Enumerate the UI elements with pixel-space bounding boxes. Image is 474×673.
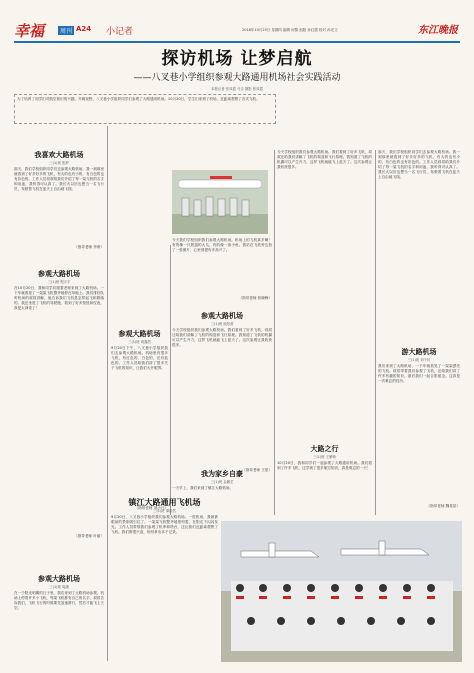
article-body: 那天，我们学校组织同学们去参观大路机场。我一到那里就看到了好多好多的飞机，有大的也有小的，有白色的也有彩色的。工作人员叔叔给我们介绍了每一架飞机的名字和用途，我听得可认真了。我长大以后也想当一名飞行员，驾驶着飞机在蓝天上自由地飞翔。 — [14, 167, 104, 191]
column-rule-1 — [107, 126, 108, 661]
article-6-continued: 今天学校组织我们参观大路机场。我们看到了好多飞机，叔叔还给我们讲解了飞机的构造和飞行原理。我知道了飞机的机翼可以产生升力，这样飞机就能飞上蓝天了。这次参观让我收获很多。 — [277, 150, 372, 169]
article-author: 三(1)班 谭泰然 — [153, 509, 176, 513]
article-teacher: （指导老师 魏星星） — [426, 504, 460, 508]
article-body: 在10月20日，我和同学们跟着老师来到了大路机场。一下车就看见了一架架飞机整齐地停在草地上。我们排好队听机场的叔叔讲解，他告诉我们飞机是怎样起飞和降落的。我还坐进了飞机的驾驶舱，看到了好多按钮和仪表，真是太神奇了！ — [14, 286, 104, 310]
article-title: 参观大路机场 — [118, 330, 161, 338]
group-photo — [221, 521, 462, 662]
column-rule-3 — [274, 150, 275, 515]
children-airplane-photo — [172, 170, 268, 234]
bottom-photo — [221, 521, 462, 662]
article-title: 我喜欢大路机场 — [34, 151, 84, 159]
article-author: 三(1)班 刘子轩 — [407, 358, 431, 362]
article-2 — [14, 270, 104, 539]
byline: 本报记者 张凤霞 马吉 摄影 张凤霞 — [211, 87, 263, 91]
article-body: 今天学校组织我们参观大路机场。我们看到了好多飞机，叔叔还给我们讲解了飞机的构造和飞行原理。我知道了飞机的机翼可以产生升力，这样飞机就能飞上蓝天了。这次参观让我收获很多。 — [172, 328, 272, 347]
article-body: 10月20日，我和同学们一起参观了大路通用机场。我们看到了许多飞机，还学到了很多航空知识，真是难忘的一天！ — [277, 461, 372, 470]
brand-logo: 东江晚报 — [418, 25, 458, 36]
article-teacher: （指导老师 李涛） — [74, 245, 104, 249]
article-body: 在一个阳光明媚的日子里，我们来到了大路机场参观。机场上停着许多小飞机，每架飞机都有自己的名字。叔叔告诉我们，飞机飞行的时候要先加速滑行，然后才能飞上天空。 — [14, 591, 104, 610]
article-teacher: （指导老师 叶丽） — [74, 534, 104, 538]
article-9 — [277, 445, 372, 519]
article-author: 三(1)班 金鹏艺 — [210, 480, 234, 484]
article-title: 大路之行 — [310, 445, 339, 453]
article-body: 一天早上，我们来到了镇江大路机场。 — [172, 486, 234, 490]
article-1 — [14, 151, 104, 250]
article-teacher: （指导老师 刘小凡） — [134, 506, 168, 510]
article-teacher: （指导老师 张晓梅） — [238, 296, 272, 300]
article-body: 今天我们学校组织我们参观大路机场。机场上的飞机真多啊！有的像一只展翅的大鸟，有的像一条小鱼。我站在飞机旁边拍了一张照片，心里别提有多高兴了。 — [172, 238, 272, 252]
masthead — [14, 14, 460, 44]
article-title: 参观大路机场 — [201, 312, 243, 320]
students — [231, 581, 453, 651]
date-line: 2018年10月25日 星期四 编辑 何黎 组版 孙红霞 校对 孙光文 — [242, 28, 338, 32]
article-author: 三(1)班 王紫萌 — [313, 455, 336, 459]
page-number: A24 — [76, 25, 92, 33]
column-rule-2 — [170, 245, 171, 515]
article-4 — [111, 330, 168, 511]
article-author: 三(1)班 程天宇 — [47, 280, 71, 284]
top-photo — [172, 170, 268, 234]
masthead-rule — [14, 41, 460, 43]
article-3 — [14, 575, 104, 659]
article-1-continued: 那天，我们学校组织同学们去参观大路机场。我一到那里就看到了好多好多的飞机，有大的也有小的，有白色的也有彩色的。工作人员叔叔给我们介绍了每一架飞机的名字和用途，我听得可认真了。我长大以后也想当一名飞行员，驾驶着飞机在蓝天上自由地飞翔。 — [378, 150, 460, 179]
article-6 — [172, 312, 272, 473]
article-title: 游大路机场 — [401, 348, 437, 356]
article-body: 9月20日下午，八叉巷小学组织我们去参观大路机场。机场里有很多飞机，有红色的、白色的，还有蓝色的。工作人员给我们讲了很多关于飞机的知识，让我们大开眼界。 — [111, 346, 168, 370]
section-tag: 周刊 — [60, 28, 73, 35]
article-title: 参观大路机场 — [38, 575, 80, 583]
article-body: 9月20日，八叉巷小学组织我们参观大路机场。一进机场，我就被眼前的景象吸引住了。一架架飞机整齐地排列着，在阳光下闪闪发光。工作人员带领我们参观了机库和塔台，还让我们近距离观察了飞机。我们都很兴奋，纷纷拿出本子记录。 — [111, 515, 218, 534]
article-title: 参观大路机场 — [38, 270, 80, 278]
subheadline: ——八叉巷小学组织参观大路通用机场社会实践活动 — [133, 73, 341, 83]
column-title: 小记者 — [106, 27, 134, 37]
lead-paragraph: 为了培养了同学们对航空知识的兴趣，开阔视野，八叉巷小学组织同学们参观了大路通用机场。10月20日，学生们来到了机场，近距离观察了各式飞机。 — [14, 94, 276, 124]
masthead-logo: 幸福 — [14, 22, 45, 40]
article-7 — [172, 470, 272, 500]
article-10 — [378, 348, 460, 509]
article-teacher: （指导老师 王星） — [242, 468, 272, 472]
article-author: 三(1)班 周涵 — [49, 585, 69, 589]
column-rule-4 — [375, 150, 376, 515]
article-5 — [172, 238, 272, 301]
article-8 — [111, 498, 218, 655]
article-author: 三(1)班 周鑫然 — [128, 340, 151, 344]
headline: 探访机场 让梦启航 — [161, 49, 313, 69]
article-author: 三(1)班 张舒 — [49, 161, 69, 165]
article-author: 三(1)班 欧阳萱 — [210, 322, 234, 326]
article-title: 我为家乡自豪 — [201, 470, 243, 478]
article-body: 我们来到了大路机场，一下车就看见了一架架漂亮的飞机。叔叔带着我们参观了飞机，还给我们讲了许多有趣的知识。最后我们一起合影留念。这真是一次难忘的经历。 — [378, 364, 460, 383]
article-title: 镇江大路通用飞机场 — [128, 498, 201, 507]
